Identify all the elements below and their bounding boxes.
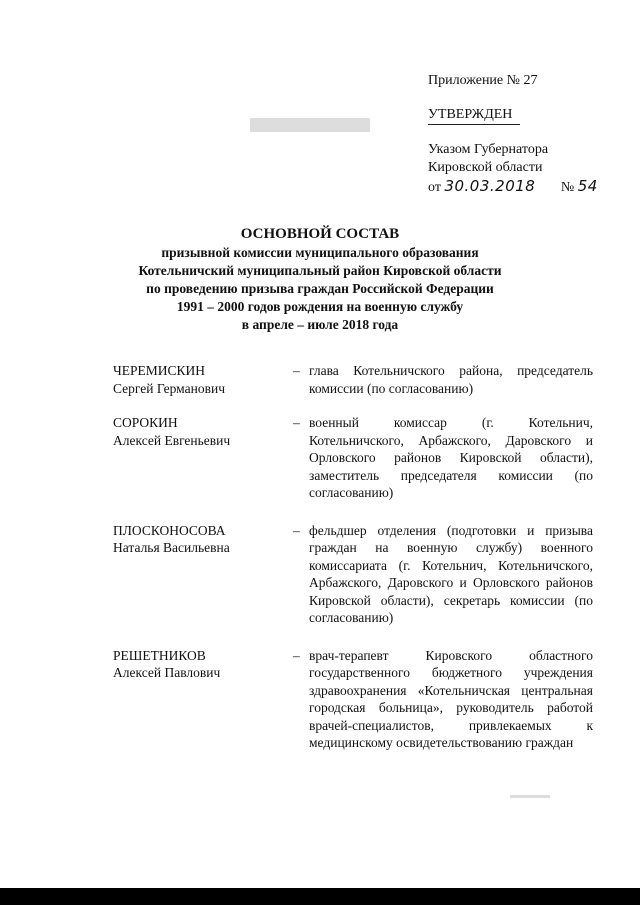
member-role: глава Котельничского района, председатель комиссии (по согласованию) xyxy=(309,363,593,396)
member-surname: СОРОКИН xyxy=(113,415,178,430)
member-name xyxy=(113,647,293,752)
member-row xyxy=(113,362,593,397)
scan-noise xyxy=(250,118,370,132)
title-line-5: в апреле – июле 2018 года xyxy=(241,317,399,332)
members-list xyxy=(113,362,593,769)
title-main: ОСНОВНОЙ СОСТАВ xyxy=(240,226,400,242)
member-surname: ЧЕРЕМИСКИН xyxy=(113,363,206,378)
member-row xyxy=(113,414,593,502)
title-line-3: по проведению призыва граждан Российской Федерации xyxy=(146,281,494,296)
decree-line-2: Кировской области xyxy=(428,160,543,175)
member-role: фельдшер отделения (подготовки и призыва граждан на военную службу) военного комиссариата (г. Котельнич, Котельничского, Арбажского, Даровского и Орловского районов Кировской области), секретарь комиссии (по согласованию) xyxy=(309,522,593,625)
approval-block xyxy=(428,72,618,197)
member-name xyxy=(113,362,293,397)
title-line-2: Котельничский муниципальный район Кировской области xyxy=(138,263,502,278)
appendix-label: Приложение № 27 xyxy=(428,73,538,88)
member-surname: ПЛОСКОНОСОВА xyxy=(113,522,226,538)
date-prefix: от xyxy=(428,180,441,195)
member-row xyxy=(113,522,593,627)
title-line-1: призывной комиссии муниципального образования xyxy=(161,245,479,260)
member-given-name: Сергей Германович xyxy=(113,380,225,396)
member-row xyxy=(113,647,593,752)
member-given-name: Наталья Васильевна xyxy=(113,540,230,555)
member-dash: – xyxy=(293,363,300,378)
member-dash: – xyxy=(293,415,300,430)
member-dash: – xyxy=(293,647,300,663)
date-line xyxy=(428,177,618,197)
document-title xyxy=(80,224,560,334)
title-line-4: 1991 – 2000 годов рождения на военную службу xyxy=(176,299,464,314)
decree-line-1: Указом Губернатора xyxy=(428,142,549,157)
handwritten-date: 30.03.2018 xyxy=(444,177,536,195)
member-role: военный комиссар (г. Котельнич, Котельничского, Арбажского, Даровского и Орловского районов Кировской области), заместитель председателя комиссии (по согласованию) xyxy=(309,415,593,500)
member-given-name: Алексей Павлович xyxy=(113,665,221,680)
member-surname: РЕШЕТНИКОВ xyxy=(113,647,206,663)
member-name xyxy=(113,414,293,502)
scan-bottom-edge xyxy=(0,888,640,905)
scan-noise xyxy=(510,795,550,798)
approved-label: УТВЕРЖДЕН xyxy=(428,106,520,125)
member-role: врач-терапевт Кировского областного государственного бюджетного учреждения здравоохранения «Котельничская центральная городская больница», руководитель работой врачей-специалистов, привлекаемых к медицинскому освидетельствованию граждан xyxy=(309,647,593,750)
handwritten-number: 54 xyxy=(577,177,598,195)
number-label: № xyxy=(560,180,575,195)
member-given-name: Алексей Евгеньевич xyxy=(113,432,231,448)
member-dash: – xyxy=(293,522,300,538)
member-name xyxy=(113,522,293,627)
